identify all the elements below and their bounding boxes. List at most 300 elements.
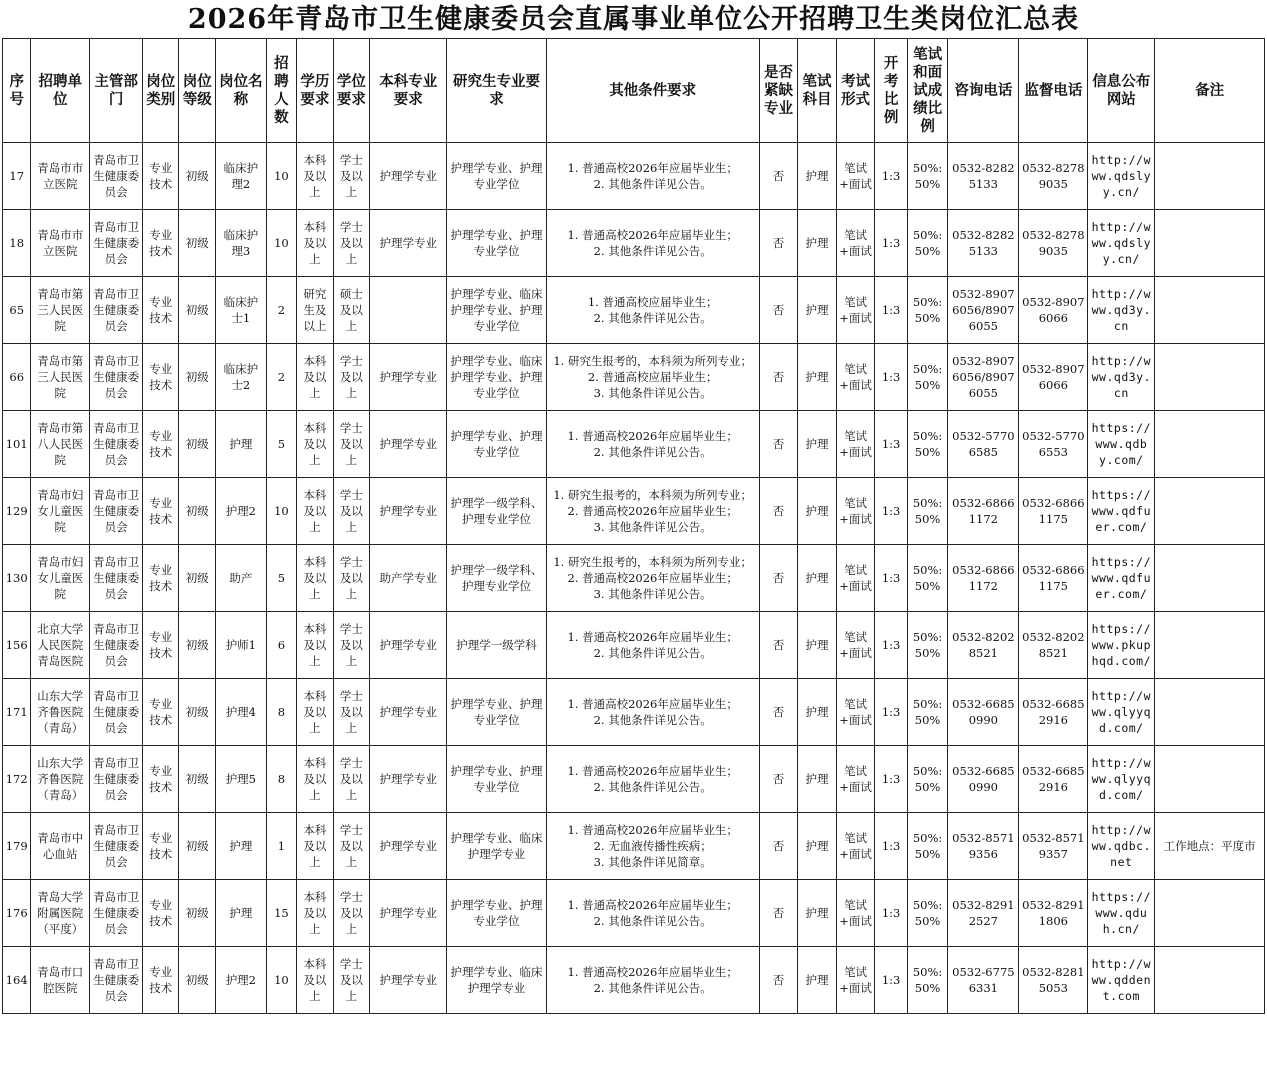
post-name: 临床护理3 <box>216 210 267 277</box>
post-category: 专业技术 <box>142 344 179 411</box>
table-row <box>3 880 1265 947</box>
supervising-dept: 青岛市卫生健康委员会 <box>90 813 143 880</box>
other-requirements <box>546 277 759 344</box>
headcount: 5 <box>266 411 296 478</box>
undergrad-major: 护理学专业 <box>370 947 447 1014</box>
row-number: 156 <box>3 612 31 679</box>
post-category: 专业技术 <box>142 411 179 478</box>
degree-req: 学士及以上 <box>333 746 370 813</box>
supervise-phone: 0532-66852916 <box>1019 679 1088 746</box>
exam-form: 笔试+面试 <box>836 344 875 411</box>
degree-req: 学士及以上 <box>333 545 370 612</box>
exam-ratio: 1:3 <box>875 478 907 545</box>
exam-subject: 护理 <box>798 679 837 746</box>
exam-subject: 护理 <box>798 411 837 478</box>
table-row <box>3 478 1265 545</box>
education-req: 本科及以上 <box>297 947 334 1014</box>
postgrad-major: 护理学专业、护理专业学位 <box>447 143 546 210</box>
column-header: 备注 <box>1155 39 1265 143</box>
education-req: 本科及以上 <box>297 679 334 746</box>
table-row <box>3 277 1265 344</box>
exam-form: 笔试+面试 <box>836 947 875 1014</box>
supervise-phone: 0532-82789035 <box>1019 143 1088 210</box>
column-header: 序号 <box>3 39 31 143</box>
exam-subject: 护理 <box>798 813 837 880</box>
post-name: 护师1 <box>216 612 267 679</box>
consult-phone: 0532-82825133 <box>948 143 1019 210</box>
post-name: 护理4 <box>216 679 267 746</box>
column-header: 岗位名称 <box>216 39 267 143</box>
postgrad-major: 护理学一级学科、护理专业学位 <box>447 478 546 545</box>
recruiting-unit: 青岛市市立医院 <box>31 210 90 277</box>
post-level: 初级 <box>179 947 216 1014</box>
remarks <box>1155 411 1265 478</box>
exam-ratio: 1:3 <box>875 679 907 746</box>
requirement-line: 1. 普通高校2026年应届毕业生； <box>567 630 738 644</box>
requirement-line: 1. 普通高校2026年应届毕业生； <box>567 898 738 912</box>
column-header: 笔试和面试成绩比例 <box>907 39 948 143</box>
column-header: 岗位等级 <box>179 39 216 143</box>
exam-subject: 护理 <box>798 746 837 813</box>
exam-subject: 护理 <box>798 545 837 612</box>
supervise-phone: 0532-82028521 <box>1019 612 1088 679</box>
exam-form: 笔试+面试 <box>836 612 875 679</box>
table-row <box>3 947 1265 1014</box>
degree-req: 学士及以上 <box>333 478 370 545</box>
education-req: 本科及以上 <box>297 612 334 679</box>
supervising-dept: 青岛市卫生健康委员会 <box>90 411 143 478</box>
supervising-dept: 青岛市卫生健康委员会 <box>90 344 143 411</box>
requirement-line: 3. 其他条件详见公告。 <box>593 520 712 534</box>
row-number: 164 <box>3 947 31 1014</box>
undergrad-major: 助产学专业 <box>370 545 447 612</box>
score-ratio: 50%:50% <box>907 612 948 679</box>
postgrad-major: 护理学专业、临床护理学专业、护理专业学位 <box>447 277 546 344</box>
exam-ratio: 1:3 <box>875 746 907 813</box>
requirement-line: 1. 普通高校2026年应届毕业生； <box>567 429 738 443</box>
remarks <box>1155 344 1265 411</box>
education-req: 本科及以上 <box>297 545 334 612</box>
recruiting-unit: 青岛市口腔医院 <box>31 947 90 1014</box>
post-category: 专业技术 <box>142 545 179 612</box>
post-level: 初级 <box>179 277 216 344</box>
post-name: 临床护理2 <box>216 143 267 210</box>
postgrad-major: 护理学一级学科、护理专业学位 <box>447 545 546 612</box>
exam-form: 笔试+面试 <box>836 813 875 880</box>
column-header: 研究生专业要求 <box>447 39 546 143</box>
column-header: 学历要求 <box>297 39 334 143</box>
undergrad-major <box>370 277 447 344</box>
post-name: 护理2 <box>216 478 267 545</box>
requirement-line: 1. 研究生报考的，本科须为所列专业； <box>553 354 752 368</box>
info-website[interactable]: http://www.qdslyy.cn/ <box>1088 210 1155 277</box>
requirement-line: 2. 其他条件详见公告。 <box>593 780 712 794</box>
supervise-phone: 0532-68661175 <box>1019 545 1088 612</box>
post-level: 初级 <box>179 411 216 478</box>
info-website[interactable]: http://www.qd3y.cn <box>1088 344 1155 411</box>
post-level: 初级 <box>179 612 216 679</box>
info-website[interactable]: http://www.qlyyqd.com/ <box>1088 746 1155 813</box>
supervise-phone: 0532-66852916 <box>1019 746 1088 813</box>
info-website[interactable]: http://www.qddent.com <box>1088 947 1155 1014</box>
degree-req: 学士及以上 <box>333 947 370 1014</box>
post-category: 专业技术 <box>142 880 179 947</box>
education-req: 本科及以上 <box>297 411 334 478</box>
info-website[interactable]: https://www.qdby.com/ <box>1088 411 1155 478</box>
column-header: 主管部门 <box>90 39 143 143</box>
consult-phone: 0532-66850990 <box>948 679 1019 746</box>
row-number: 101 <box>3 411 31 478</box>
recruiting-unit: 青岛市妇女儿童医院 <box>31 478 90 545</box>
column-header: 考试形式 <box>836 39 875 143</box>
requirement-line: 2. 普通高校应届毕业生； <box>587 370 718 384</box>
header-row <box>3 39 1265 143</box>
exam-form: 笔试+面试 <box>836 277 875 344</box>
exam-ratio: 1:3 <box>875 344 907 411</box>
table-row <box>3 746 1265 813</box>
column-header: 信息公布网站 <box>1088 39 1155 143</box>
education-req: 本科及以上 <box>297 344 334 411</box>
requirement-line: 2. 普通高校2026年应届毕业生； <box>567 571 738 585</box>
headcount: 5 <box>266 545 296 612</box>
requirement-line: 3. 其他条件详见公告。 <box>593 386 712 400</box>
post-name: 临床护士1 <box>216 277 267 344</box>
remarks <box>1155 478 1265 545</box>
supervising-dept: 青岛市卫生健康委员会 <box>90 545 143 612</box>
shortage-flag: 否 <box>759 344 798 411</box>
remarks <box>1155 143 1265 210</box>
post-category: 专业技术 <box>142 210 179 277</box>
requirement-line: 1. 普通高校2026年应届毕业生； <box>567 161 738 175</box>
shortage-flag: 否 <box>759 746 798 813</box>
other-requirements <box>546 210 759 277</box>
other-requirements <box>546 746 759 813</box>
exam-ratio: 1:3 <box>875 277 907 344</box>
undergrad-major: 护理学专业 <box>370 478 447 545</box>
post-name: 护理5 <box>216 746 267 813</box>
requirement-line: 1. 普通高校2026年应届毕业生； <box>567 965 738 979</box>
column-header: 笔试科目 <box>798 39 837 143</box>
requirement-line: 3. 其他条件详见公告。 <box>593 587 712 601</box>
requirement-line: 1. 普通高校应届毕业生； <box>587 295 718 309</box>
exam-subject: 护理 <box>798 880 837 947</box>
supervising-dept: 青岛市卫生健康委员会 <box>90 947 143 1014</box>
other-requirements <box>546 947 759 1014</box>
info-website[interactable]: http://www.qd3y.cn <box>1088 277 1155 344</box>
row-number: 172 <box>3 746 31 813</box>
requirement-line: 1. 普通高校2026年应届毕业生； <box>567 764 738 778</box>
supervising-dept: 青岛市卫生健康委员会 <box>90 746 143 813</box>
postgrad-major: 护理学专业、护理专业学位 <box>447 210 546 277</box>
exam-ratio: 1:3 <box>875 143 907 210</box>
exam-ratio: 1:3 <box>875 813 907 880</box>
other-requirements <box>546 411 759 478</box>
exam-form: 笔试+面试 <box>836 746 875 813</box>
exam-subject: 护理 <box>798 344 837 411</box>
other-requirements <box>546 679 759 746</box>
requirement-line: 1. 普通高校2026年应届毕业生； <box>567 697 738 711</box>
requirement-line: 2. 其他条件详见公告。 <box>593 311 712 325</box>
other-requirements <box>546 143 759 210</box>
table-row <box>3 545 1265 612</box>
recruiting-unit: 北京大学人民医院青岛医院 <box>31 612 90 679</box>
score-ratio: 50%:50% <box>907 947 948 1014</box>
consult-phone: 0532-82912527 <box>948 880 1019 947</box>
post-category: 专业技术 <box>142 947 179 1014</box>
table-row <box>3 813 1265 880</box>
post-name: 护理2 <box>216 947 267 1014</box>
consult-phone: 0532-82825133 <box>948 210 1019 277</box>
info-website[interactable]: https://www.pkuphqd.com/ <box>1088 612 1155 679</box>
score-ratio: 50%:50% <box>907 679 948 746</box>
post-level: 初级 <box>179 880 216 947</box>
undergrad-major: 护理学专业 <box>370 143 447 210</box>
supervise-phone: 0532-82789035 <box>1019 210 1088 277</box>
education-req: 本科及以上 <box>297 880 334 947</box>
post-level: 初级 <box>179 746 216 813</box>
headcount: 10 <box>266 947 296 1014</box>
column-header: 岗位类别 <box>142 39 179 143</box>
other-requirements <box>546 545 759 612</box>
exam-subject: 护理 <box>798 612 837 679</box>
undergrad-major: 护理学专业 <box>370 411 447 478</box>
remarks <box>1155 277 1265 344</box>
exam-subject: 护理 <box>798 947 837 1014</box>
requirement-line: 1. 普通高校2026年应届毕业生； <box>567 823 738 837</box>
exam-ratio: 1:3 <box>875 545 907 612</box>
education-req: 研究生及以上 <box>297 277 334 344</box>
requirement-line: 1. 普通高校2026年应届毕业生； <box>567 228 738 242</box>
undergrad-major: 护理学专业 <box>370 880 447 947</box>
post-name: 护理 <box>216 813 267 880</box>
requirement-line: 2. 其他条件详见公告。 <box>593 177 712 191</box>
undergrad-major: 护理学专业 <box>370 679 447 746</box>
score-ratio: 50%:50% <box>907 210 948 277</box>
post-level: 初级 <box>179 679 216 746</box>
education-req: 本科及以上 <box>297 143 334 210</box>
exam-subject: 护理 <box>798 143 837 210</box>
shortage-flag: 否 <box>759 545 798 612</box>
headcount: 6 <box>266 612 296 679</box>
headcount: 10 <box>266 210 296 277</box>
remarks <box>1155 679 1265 746</box>
info-website[interactable]: http://www.qlyyqd.com/ <box>1088 679 1155 746</box>
shortage-flag: 否 <box>759 612 798 679</box>
requirement-line: 2. 其他条件详见公告。 <box>593 981 712 995</box>
score-ratio: 50%:50% <box>907 411 948 478</box>
degree-req: 学士及以上 <box>333 880 370 947</box>
requirement-line: 2. 其他条件详见公告。 <box>593 914 712 928</box>
shortage-flag: 否 <box>759 947 798 1014</box>
undergrad-major: 护理学专业 <box>370 344 447 411</box>
supervising-dept: 青岛市卫生健康委员会 <box>90 143 143 210</box>
post-name: 护理 <box>216 880 267 947</box>
degree-req: 学士及以上 <box>333 411 370 478</box>
consult-phone: 0532-68661172 <box>948 478 1019 545</box>
consult-phone: 0532-66850990 <box>948 746 1019 813</box>
post-category: 专业技术 <box>142 277 179 344</box>
remarks <box>1155 947 1265 1014</box>
page-title: 2026年青岛市卫生健康委员会直属事业单位公开招聘卫生类岗位汇总表 <box>187 4 1080 35</box>
shortage-flag: 否 <box>759 411 798 478</box>
row-number: 17 <box>3 143 31 210</box>
row-number: 176 <box>3 880 31 947</box>
consult-phone: 0532-85719356 <box>948 813 1019 880</box>
headcount: 2 <box>266 344 296 411</box>
row-number: 130 <box>3 545 31 612</box>
degree-req: 学士及以上 <box>333 679 370 746</box>
info-website[interactable]: https://www.qdfuer.com/ <box>1088 478 1155 545</box>
recruiting-unit: 青岛市第三人民医院 <box>31 344 90 411</box>
recruiting-unit: 青岛市中心血站 <box>31 813 90 880</box>
post-name: 助产 <box>216 545 267 612</box>
supervise-phone: 0532-89076066 <box>1019 344 1088 411</box>
education-req: 本科及以上 <box>297 478 334 545</box>
requirement-line: 2. 其他条件详见公告。 <box>593 713 712 727</box>
column-header: 招聘人数 <box>266 39 296 143</box>
remarks <box>1155 880 1265 947</box>
table-row <box>3 210 1265 277</box>
requirement-line: 1. 研究生报考的，本科须为所列专业； <box>553 555 752 569</box>
postgrad-major: 护理学专业、临床护理学专业 <box>447 813 546 880</box>
supervising-dept: 青岛市卫生健康委员会 <box>90 612 143 679</box>
requirement-line: 2. 其他条件详见公告。 <box>593 445 712 459</box>
exam-subject: 护理 <box>798 210 837 277</box>
post-category: 专业技术 <box>142 813 179 880</box>
requirement-line: 2. 无血液传播性疾病； <box>593 839 712 853</box>
post-level: 初级 <box>179 143 216 210</box>
post-level: 初级 <box>179 478 216 545</box>
requirement-line: 1. 研究生报考的，本科须为所列专业； <box>553 488 752 502</box>
post-category: 专业技术 <box>142 612 179 679</box>
row-number: 171 <box>3 679 31 746</box>
postgrad-major: 护理学专业、临床护理学专业、护理专业学位 <box>447 344 546 411</box>
consult-phone: 0532-89076056/89076055 <box>948 344 1019 411</box>
education-req: 本科及以上 <box>297 813 334 880</box>
column-header: 开考比例 <box>875 39 907 143</box>
column-header: 监督电话 <box>1019 39 1088 143</box>
post-level: 初级 <box>179 210 216 277</box>
degree-req: 学士及以上 <box>333 143 370 210</box>
supervise-phone: 0532-68661175 <box>1019 478 1088 545</box>
recruiting-unit: 青岛市第三人民医院 <box>31 277 90 344</box>
degree-req: 学士及以上 <box>333 612 370 679</box>
score-ratio: 50%:50% <box>907 143 948 210</box>
column-header: 咨询电话 <box>948 39 1019 143</box>
column-header: 学位要求 <box>333 39 370 143</box>
score-ratio: 50%:50% <box>907 746 948 813</box>
recruitment-table <box>2 38 1265 1014</box>
exam-subject: 护理 <box>798 277 837 344</box>
remarks <box>1155 210 1265 277</box>
other-requirements <box>546 612 759 679</box>
undergrad-major: 护理学专业 <box>370 210 447 277</box>
row-number: 129 <box>3 478 31 545</box>
remarks <box>1155 746 1265 813</box>
requirement-line: 2. 普通高校2026年应届毕业生； <box>567 504 738 518</box>
recruiting-unit: 山东大学齐鲁医院（青岛） <box>31 679 90 746</box>
score-ratio: 50%:50% <box>907 813 948 880</box>
info-website[interactable]: https://www.qdfuer.com/ <box>1088 545 1155 612</box>
other-requirements <box>546 478 759 545</box>
info-website[interactable]: http://www.qdslyy.cn/ <box>1088 143 1155 210</box>
table-row <box>3 411 1265 478</box>
remarks <box>1155 545 1265 612</box>
headcount: 10 <box>266 478 296 545</box>
recruiting-unit: 青岛市市立医院 <box>31 143 90 210</box>
supervise-phone: 0532-82815053 <box>1019 947 1088 1014</box>
post-name: 临床护士2 <box>216 344 267 411</box>
column-header: 其他条件要求 <box>546 39 759 143</box>
info-website[interactable]: http://www.qdbc.net <box>1088 813 1155 880</box>
remarks: 工作地点：平度市 <box>1155 813 1265 880</box>
shortage-flag: 否 <box>759 277 798 344</box>
row-number: 66 <box>3 344 31 411</box>
supervising-dept: 青岛市卫生健康委员会 <box>90 210 143 277</box>
shortage-flag: 否 <box>759 679 798 746</box>
headcount: 8 <box>266 679 296 746</box>
recruiting-unit: 青岛市第八人民医院 <box>31 411 90 478</box>
post-category: 专业技术 <box>142 478 179 545</box>
row-number: 179 <box>3 813 31 880</box>
supervise-phone: 0532-82911806 <box>1019 880 1088 947</box>
exam-form: 笔试+面试 <box>836 478 875 545</box>
table-row <box>3 612 1265 679</box>
degree-req: 硕士及以上 <box>333 277 370 344</box>
recruiting-unit: 青岛市妇女儿童医院 <box>31 545 90 612</box>
undergrad-major: 护理学专业 <box>370 746 447 813</box>
supervising-dept: 青岛市卫生健康委员会 <box>90 277 143 344</box>
table-row <box>3 679 1265 746</box>
score-ratio: 50%:50% <box>907 880 948 947</box>
headcount: 2 <box>266 277 296 344</box>
post-name: 护理 <box>216 411 267 478</box>
post-level: 初级 <box>179 813 216 880</box>
degree-req: 学士及以上 <box>333 813 370 880</box>
requirement-line: 2. 其他条件详见公告。 <box>593 646 712 660</box>
table-row <box>3 143 1265 210</box>
post-category: 专业技术 <box>142 143 179 210</box>
exam-form: 笔试+面试 <box>836 679 875 746</box>
row-number: 65 <box>3 277 31 344</box>
requirement-line: 2. 其他条件详见公告。 <box>593 244 712 258</box>
postgrad-major: 护理学专业、临床护理学专业 <box>447 947 546 1014</box>
headcount: 15 <box>266 880 296 947</box>
column-header: 本科专业要求 <box>370 39 447 143</box>
exam-form: 笔试+面试 <box>836 143 875 210</box>
exam-ratio: 1:3 <box>875 210 907 277</box>
consult-phone: 0532-68661172 <box>948 545 1019 612</box>
table-row <box>3 344 1265 411</box>
post-category: 专业技术 <box>142 746 179 813</box>
post-level: 初级 <box>179 545 216 612</box>
undergrad-major: 护理学专业 <box>370 813 447 880</box>
exam-subject: 护理 <box>798 478 837 545</box>
headcount: 8 <box>266 746 296 813</box>
exam-ratio: 1:3 <box>875 947 907 1014</box>
shortage-flag: 否 <box>759 813 798 880</box>
postgrad-major: 护理学专业、护理专业学位 <box>447 880 546 947</box>
exam-ratio: 1:3 <box>875 411 907 478</box>
education-req: 本科及以上 <box>297 746 334 813</box>
post-level: 初级 <box>179 344 216 411</box>
info-website[interactable]: https://www.qduh.cn/ <box>1088 880 1155 947</box>
requirement-line: 3. 其他条件详见简章。 <box>593 855 712 869</box>
shortage-flag: 否 <box>759 880 798 947</box>
headcount: 1 <box>266 813 296 880</box>
exam-form: 笔试+面试 <box>836 210 875 277</box>
shortage-flag: 否 <box>759 143 798 210</box>
